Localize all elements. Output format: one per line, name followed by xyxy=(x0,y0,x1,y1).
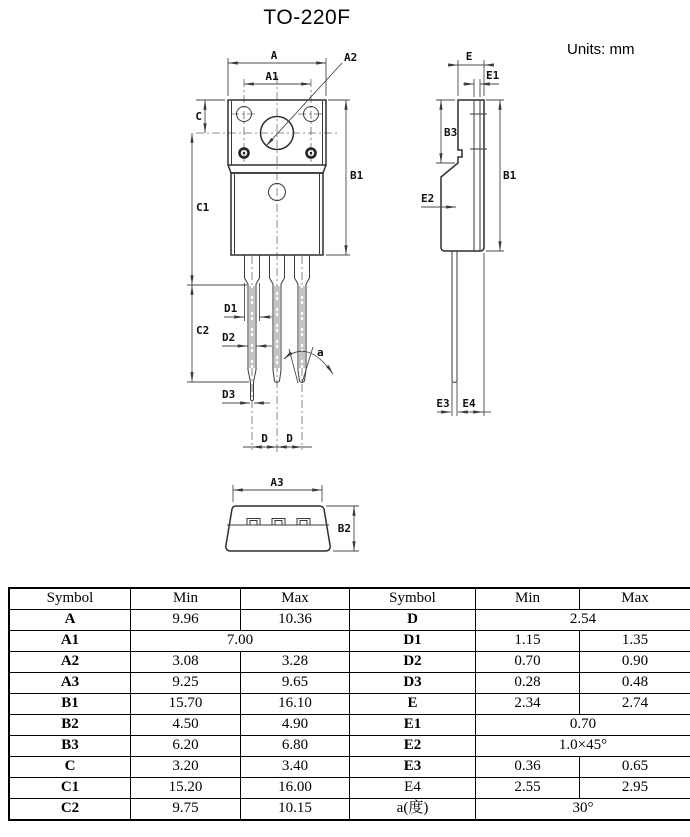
front-view xyxy=(187,49,364,452)
symbol-cell: A1 xyxy=(9,631,131,652)
header-cell: Min xyxy=(131,588,241,610)
symbol-cell: B2 xyxy=(9,715,131,736)
dim-label-d-left: D xyxy=(261,432,268,445)
symbol-cell: A3 xyxy=(9,673,131,694)
symbol-cell: B1 xyxy=(9,694,131,715)
table-row xyxy=(9,610,690,631)
value-cell: 2.54 xyxy=(476,610,690,631)
dim-label-b1-side: B1 xyxy=(503,169,517,182)
value-cell: 30° xyxy=(476,799,690,821)
dim-D2 xyxy=(222,331,272,346)
value-cell: 1.35 xyxy=(580,631,690,652)
dim-label-d1: D1 xyxy=(224,302,238,315)
dim-label-a3: A3 xyxy=(270,476,284,489)
symbol-cell: D3 xyxy=(350,673,476,694)
dim-C2 xyxy=(187,285,249,382)
value-cell: 3.40 xyxy=(241,757,350,778)
table-row xyxy=(9,778,690,799)
table-row xyxy=(9,715,690,736)
header-cell: Max xyxy=(580,588,690,610)
value-cell: 0.90 xyxy=(580,652,690,673)
dim-label-alpha: a xyxy=(317,346,324,359)
dimension-table xyxy=(8,587,690,821)
table-row xyxy=(9,694,690,715)
dim-label-a: A xyxy=(270,49,278,62)
symbol-cell: E2 xyxy=(350,736,476,757)
dim-A2 xyxy=(266,51,357,146)
dim-label-e1: E1 xyxy=(486,69,500,82)
value-cell: a(度) xyxy=(350,799,476,821)
symbol-cell: D2 xyxy=(350,652,476,673)
dim-B1-side xyxy=(486,100,517,251)
header-cell: Min xyxy=(476,588,580,610)
page-title: TO-220F xyxy=(263,6,351,29)
value-cell: 1.0×45° xyxy=(476,736,690,757)
header-cell: Symbol xyxy=(9,588,131,610)
value-cell: 2.34 xyxy=(476,694,580,715)
value-cell: 0.70 xyxy=(476,652,580,673)
dim-label-e3: E3 xyxy=(436,397,450,410)
symbol-cell: A2 xyxy=(9,652,131,673)
dim-label-c2: C2 xyxy=(196,324,210,337)
value-cell: 3.08 xyxy=(131,652,241,673)
dim-label-d3: D3 xyxy=(222,388,236,401)
table-row xyxy=(9,736,690,757)
dim-label-b2: B2 xyxy=(337,522,351,535)
dim-E1 xyxy=(463,69,500,97)
value-cell: 0.48 xyxy=(580,673,690,694)
value-cell: 2.74 xyxy=(580,694,690,715)
bottom-lead-sections xyxy=(247,519,310,526)
dim-label-d2: D2 xyxy=(222,331,236,344)
symbol-cell: E1 xyxy=(350,715,476,736)
table-row xyxy=(9,799,690,821)
side-body-outline xyxy=(441,100,484,251)
symbol-cell: C2 xyxy=(9,799,131,821)
value-cell: 4.50 xyxy=(131,715,241,736)
table-row xyxy=(9,757,690,778)
table-header-row xyxy=(9,588,690,610)
dim-C xyxy=(195,100,225,133)
units-label: Units: mm xyxy=(567,41,635,58)
value-cell: 0.65 xyxy=(580,757,690,778)
value-cell: 7.00 xyxy=(131,631,350,652)
value-cell: 16.10 xyxy=(241,694,350,715)
symbol-cell: C1 xyxy=(9,778,131,799)
dim-E2 xyxy=(421,192,456,207)
value-cell: 0.70 xyxy=(476,715,690,736)
dim-label-d-right: D xyxy=(286,432,293,445)
dim-label-b1-front: B1 xyxy=(350,169,364,182)
bottom-view xyxy=(226,476,359,551)
dim-D3 xyxy=(222,388,270,403)
table-row xyxy=(9,652,690,673)
value-cell: 10.15 xyxy=(241,799,350,821)
symbol-cell: D xyxy=(350,610,476,631)
dim-label-e2: E2 xyxy=(421,192,435,205)
symbol-cell: C xyxy=(9,757,131,778)
table-row xyxy=(9,673,690,694)
header-cell: Symbol xyxy=(350,588,476,610)
value-cell: 1.15 xyxy=(476,631,580,652)
dimension-table-header xyxy=(9,588,690,610)
dim-A1 xyxy=(244,70,311,84)
table-row xyxy=(9,631,690,652)
value-cell: 4.90 xyxy=(241,715,350,736)
bottom-body-outline xyxy=(226,506,330,551)
dim-label-c1: C1 xyxy=(196,201,210,214)
value-cell: 9.75 xyxy=(131,799,241,821)
symbol-cell: D1 xyxy=(350,631,476,652)
value-cell: E4 xyxy=(350,778,476,799)
value-cell: 15.20 xyxy=(131,778,241,799)
side-view xyxy=(421,50,517,416)
dim-label-a1: A1 xyxy=(265,70,279,83)
dim-label-c: C xyxy=(195,110,202,123)
dim-B1-front xyxy=(326,100,364,255)
value-cell: 16.00 xyxy=(241,778,350,799)
dim-label-b3: B3 xyxy=(444,126,458,139)
dim-E3-E4 xyxy=(436,253,491,416)
value-cell: 2.55 xyxy=(476,778,580,799)
symbol-cell: A xyxy=(9,610,131,631)
value-cell: 9.25 xyxy=(131,673,241,694)
dim-C1 xyxy=(187,133,247,285)
dim-B2 xyxy=(326,506,359,551)
value-cell: 0.28 xyxy=(476,673,580,694)
value-cell: 6.80 xyxy=(241,736,350,757)
header-cell: Max xyxy=(241,588,350,610)
dim-label-e4: E4 xyxy=(462,397,476,410)
side-lead xyxy=(452,251,457,383)
value-cell: 0.36 xyxy=(476,757,580,778)
value-cell: 15.70 xyxy=(131,694,241,715)
symbol-cell: E xyxy=(350,694,476,715)
symbol-cell: E3 xyxy=(350,757,476,778)
dim-lead-angle xyxy=(284,346,333,383)
dim-B3 xyxy=(436,100,457,163)
value-cell: 9.65 xyxy=(241,673,350,694)
symbol-cell: B3 xyxy=(9,736,131,757)
value-cell: 6.20 xyxy=(131,736,241,757)
value-cell: 9.96 xyxy=(131,610,241,631)
value-cell: 2.95 xyxy=(580,778,690,799)
dim-A3 xyxy=(233,476,322,502)
value-cell: 3.28 xyxy=(241,652,350,673)
dimension-table-body xyxy=(9,610,690,821)
dim-label-e: E xyxy=(465,50,473,63)
value-cell: 10.36 xyxy=(241,610,350,631)
dim-label-a2: A2 xyxy=(344,51,358,64)
value-cell: 3.20 xyxy=(131,757,241,778)
